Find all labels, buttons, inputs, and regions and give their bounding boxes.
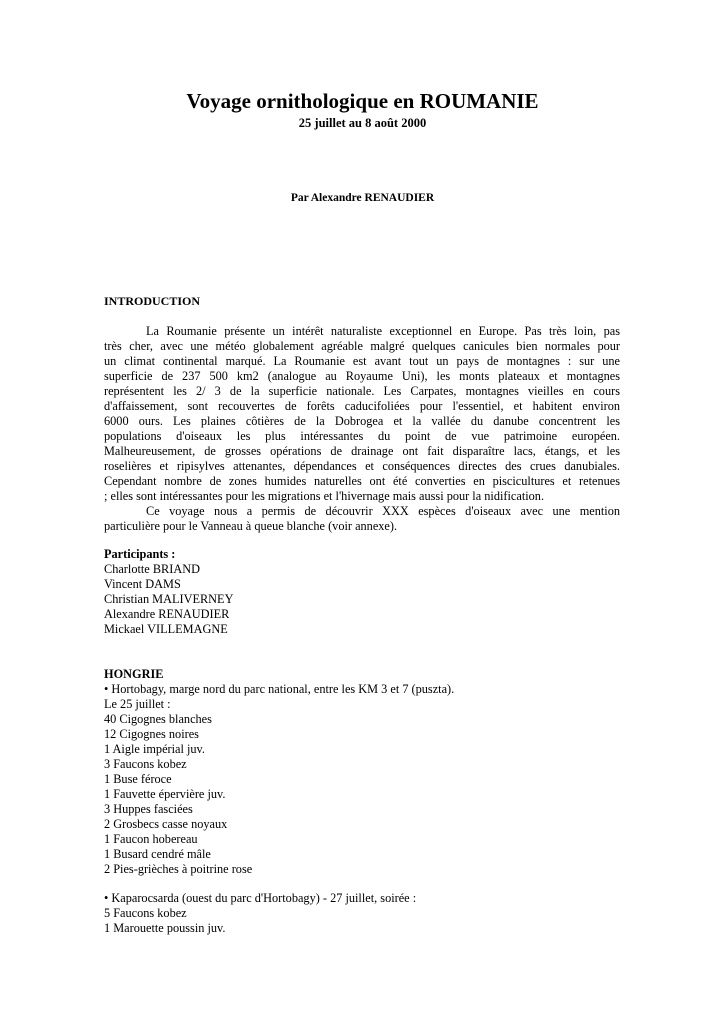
paragraph-line: très cher, avec une météo globalement agréable malgré quelques canicules bien normales pour — [104, 339, 620, 353]
observation-item: 1 Marouette poussin juv. — [104, 921, 226, 935]
hongrie-heading: HONGRIE — [104, 667, 164, 681]
paragraph-line: d'affaissement, sont recouvertes de forêts caducifoliées pour l'essentiel, et habitent environ — [104, 399, 620, 413]
paragraph-line: Cependant nombre de zones humides naturelles ont été converties en piscicultures et retenues — [104, 474, 620, 488]
observation-item: 1 Fauvette épervière juv. — [104, 787, 226, 801]
paragraph-line: superficie de 237 500 km2 (analogue au Royaume Uni), les monts plateaux et montagnes — [104, 369, 620, 383]
observation-item: 3 Huppes fasciées — [104, 802, 193, 816]
introduction-heading: INTRODUCTION — [104, 294, 201, 308]
observation-item: 1 Faucon hobereau — [104, 832, 198, 846]
observation-item: 1 Busard cendré mâle — [104, 847, 211, 861]
paragraph-line: populations d'oiseaux les plus intéressantes du point de vue patrimoine européen. — [104, 429, 620, 443]
hongrie-section — [104, 667, 454, 877]
participant-name: Alexandre RENAUDIER — [104, 607, 230, 621]
paragraph-line: particulière pour le Vanneau à queue blanche (voir annexe). — [104, 519, 398, 533]
participants-section — [104, 547, 233, 637]
participants-heading: Participants : — [104, 547, 176, 561]
observation-item: 12 Cigognes noires — [104, 727, 199, 741]
paragraph-line: représentent les 2/ 3 de la superficie nationale. Les Carpates, montagnes vieilles en cours — [104, 384, 620, 398]
paragraph-line: ; elles sont intéressantes pour les migrations et l'hivernage mais aussi pour la nidification. — [104, 489, 545, 503]
site-date: Le 25 juillet : — [104, 697, 171, 711]
participant-name: Vincent DAMS — [104, 577, 181, 591]
site-location: • Kaparocsarda (ouest du parc d'Hortobagy) - 27 juillet, soirée : — [104, 891, 417, 905]
document-author: Par Alexandre RENAUDIER — [290, 192, 435, 204]
paragraph-line: un climat continental marqué. La Roumanie est avant tout un pays de montagnes : sur une — [104, 354, 620, 368]
participant-name: Charlotte BRIAND — [104, 562, 200, 576]
document-dates: 25 juillet au 8 août 2000 — [298, 116, 427, 130]
paragraph-line: La Roumanie présente un intérêt naturaliste exceptionnel en Europe. Pas très loin, pas — [146, 324, 620, 338]
paragraph-line: Ce voyage nous a permis de découvrir XXX espèces d'oiseaux avec une mention — [146, 504, 620, 518]
observation-item: 40 Cigognes blanches — [104, 712, 212, 726]
observation-item: 2 Pies-grièches à poitrine rose — [104, 862, 253, 876]
introduction-paragraph-1 — [104, 324, 620, 504]
paragraph-line: roselières et ripisylves attenantes, dépendances et conséquences directes des crues danubiales. — [104, 459, 620, 473]
observation-item: 1 Buse féroce — [104, 772, 172, 786]
observation-item: 1 Aigle impérial juv. — [104, 742, 205, 756]
paragraph-line: 6000 ours. Les plaines côtières de la Dobrogea et la vallée du danube concentrent les — [104, 414, 620, 428]
participant-name: Christian MALIVERNEY — [104, 592, 234, 606]
observation-item: 2 Grosbecs casse noyaux — [104, 817, 228, 831]
introduction-paragraph-2 — [104, 504, 620, 534]
observation-item: 5 Faucons kobez — [104, 906, 187, 920]
observation-item: 3 Faucons kobez — [104, 757, 187, 771]
document-title: Voyage ornithologique en ROUMANIE — [186, 89, 539, 113]
hongrie-site-2 — [104, 891, 416, 936]
paragraph-line: Malheureusement, de grosses opérations de drainage ont fait disparaître lacs, étangs, et les — [104, 444, 620, 458]
participant-name: Mickael VILLEMAGNE — [104, 622, 228, 636]
site-location: • Hortobagy, marge nord du parc national, entre les KM 3 et 7 (puszta). — [104, 682, 455, 696]
